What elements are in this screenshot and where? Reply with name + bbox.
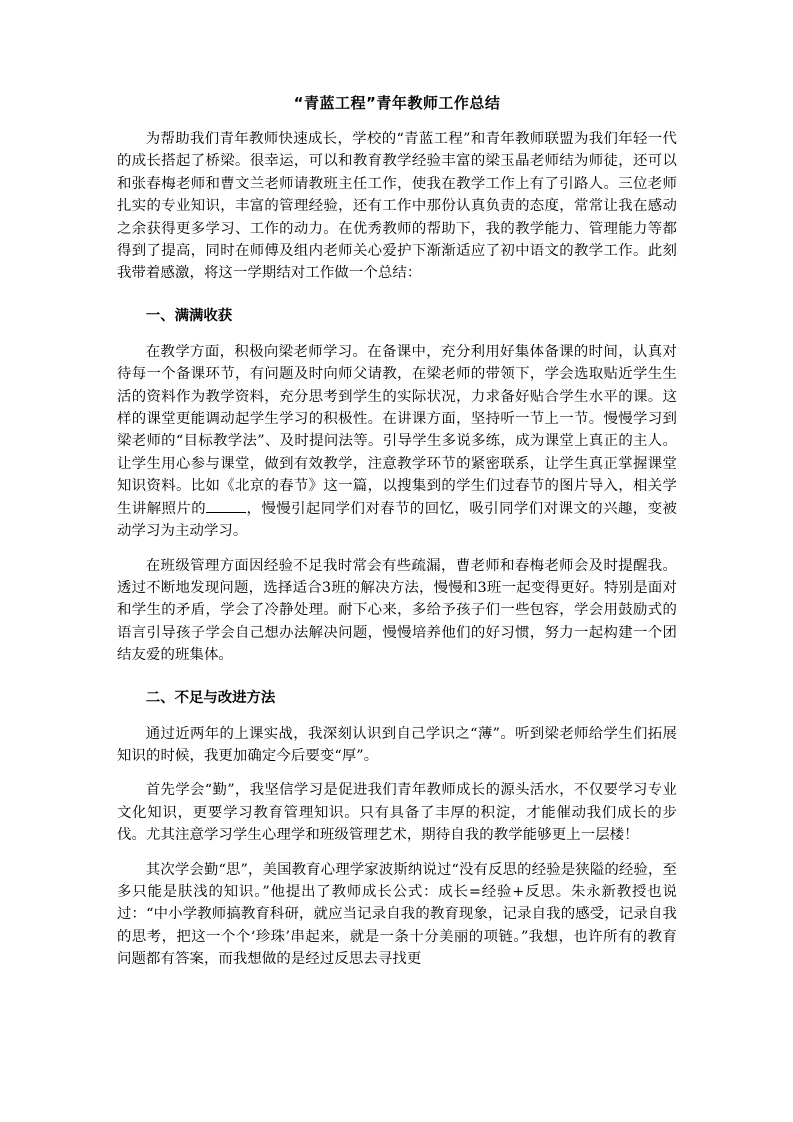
improvement-paragraph-1: 通过近两年的上课实战，我深刻认识到自己学识之“薄”。听到梁老师给学生们拓展知识的时候，我更加确定今后要变“厚”。 — [117, 725, 677, 764]
section-heading-harvest: 一、满满收获 — [145, 307, 233, 324]
document-body — [117, 92, 677, 983]
document-title: “青蓝工程”青年教师工作总结 — [293, 94, 501, 112]
teaching-paragraph-text-end: ，慢慢引起同学们对春节的回忆，吸引同学们对课文的兴趣，变被动学习为主动学习。 — [117, 500, 677, 540]
improvement-paragraph-2: 首先学会“勤”，我坚信学习是促进我们青年教师成长的源头活水，不仅要学习专业文化知识，更要学习教育管理知识。只有具备了丰厚的积淀，才能催动我们成长的步伐。尤其注意学习学生心理学和班级管理艺术，期待自我的教学能够更上一层楼！ — [117, 782, 677, 844]
class-management-paragraph: 在班级管理方面因经验不足我时常会有些疏漏，曹老师和春梅老师会及时提醒我。透过不断地发现问题，选择适合3班的解决方法，慢慢和3班一起变得更好。特别是面对和学生的矛盾，学会了冷静处理。耐下心来，多给予孩子们一些包容，学会用鼓励式的语言引导孩子学会自己想办法解决问题，慢慢培养他们的好习惯，努力一起构建一个团结友爱的班集体。 — [117, 557, 677, 664]
intro-paragraph: 为帮助我们青年教师快速成长，学校的“青蓝工程”和青年教师联盟为我们年轻一代的成长搭起了桥梁。很幸运，可以和教育教学经验丰富的梁玉晶老师结为师徒，还可以和张春梅老师和曹文兰老师请教班主任工作，使我在教学工作上有了引路人。三位老师扎实的专业知识，丰富的管理经验，还有工作中那份认真负责的态度，常常让我在感动之余获得更多学习、工作的动力。在优秀教师的帮助下，我的教学能力、管理能力等都得到了提高，同时在师傅及组内老师关心爱护下渐渐适应了初中语文的教学工作。此刻我带着感激，将这一学期结对工作做一个总结： — [117, 131, 677, 282]
teaching-paragraph-text: 在教学方面，积极向梁老师学习。在备课中，充分利用好集体备课的时间，认真对待每一个备课环节，有问题及时向师父请教，在梁老师的带领下，学会选取贴近学生生活的资料作为教学资料，充分思考到学生的实际状况，力求备好贴合学生水平的课。这样的课堂更能调动起学生学习的积极性。在讲课方面，坚持听一节上一节。慢慢学习到梁老师的“目标教学法”、及时提问法等。引导学生多说多练，成为课堂上真正的主人。让学生用心参与课堂，做到有效教学，注意教学环节的紧密联系，让学生真正掌握课堂知识资料。比如《北京的春节》这一篇，以搜集到的学生们过春节的图片导入，相关学生讲解照片的 — [117, 343, 677, 517]
section-heading-improvement: 二、不足与改进方法 — [145, 689, 276, 706]
improvement-paragraph-3: 其次学会勤“思”，美国教育心理学家波斯纳说过“没有反思的经验是狭隘的经验，至多只能是肤浅的知识。”他提出了教师成长公式：成长=经验+反思。朱永新教授也说过：“中小学教师搞教育科研，就应当记录自我的教育现象，记录自我的感受，记录自我的思考，把这一个个‘珍珠’串起来，就是一条十分美丽的项链。”我想，也许所有的教育问题都有答案，而我想做的是经过反思去寻找更 — [117, 861, 677, 968]
teaching-paragraph — [117, 341, 677, 543]
fill-in-blank — [206, 498, 246, 513]
